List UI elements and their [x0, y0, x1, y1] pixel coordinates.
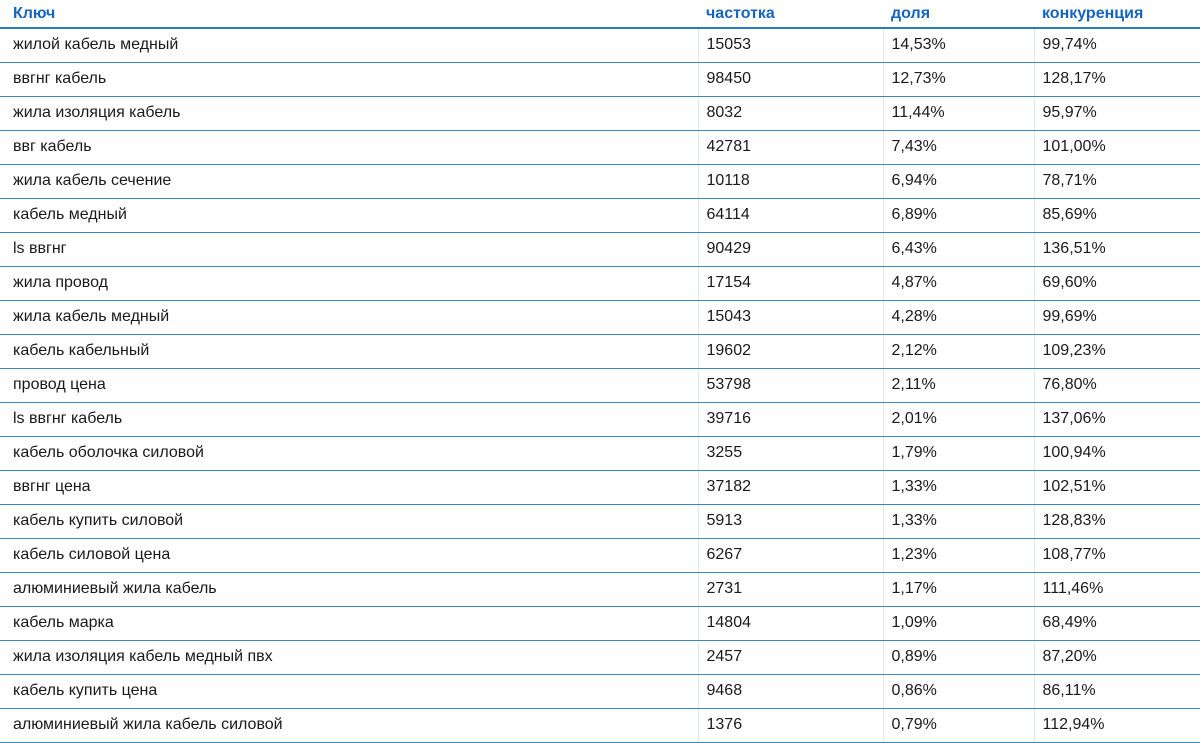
cell-share: 1,17% [883, 572, 1034, 606]
cell-share: 4,87% [883, 266, 1034, 300]
cell-competition: 112,94% [1034, 708, 1200, 742]
cell-share: 0,86% [883, 674, 1034, 708]
cell-frequency: 64114 [698, 198, 883, 232]
cell-key: ls ввгнг [0, 232, 698, 266]
cell-competition: 76,80% [1034, 368, 1200, 402]
header-row [0, 0, 1200, 28]
column-header-frequency[interactable]: частотка [698, 0, 883, 28]
cell-frequency: 2457 [698, 640, 883, 674]
cell-share: 2,12% [883, 334, 1034, 368]
cell-frequency: 9468 [698, 674, 883, 708]
column-header-key[interactable]: Ключ [0, 0, 698, 28]
cell-share: 11,44% [883, 96, 1034, 130]
cell-competition: 128,17% [1034, 62, 1200, 96]
cell-share: 12,73% [883, 62, 1034, 96]
table-row [0, 572, 1200, 606]
cell-frequency: 53798 [698, 368, 883, 402]
cell-frequency: 6267 [698, 538, 883, 572]
cell-share: 6,94% [883, 164, 1034, 198]
cell-share: 1,79% [883, 436, 1034, 470]
cell-frequency: 8032 [698, 96, 883, 130]
cell-frequency: 15053 [698, 28, 883, 62]
column-header-share[interactable]: доля [883, 0, 1034, 28]
cell-key: кабель купить силовой [0, 504, 698, 538]
cell-frequency: 90429 [698, 232, 883, 266]
table-row [0, 504, 1200, 538]
table-row [0, 164, 1200, 198]
cell-key: жила изоляция кабель медный пвх [0, 640, 698, 674]
cell-key: жила кабель сечение [0, 164, 698, 198]
cell-share: 0,79% [883, 708, 1034, 742]
cell-frequency: 37182 [698, 470, 883, 504]
cell-key: кабель купить цена [0, 674, 698, 708]
cell-share: 0,89% [883, 640, 1034, 674]
cell-frequency: 2731 [698, 572, 883, 606]
cell-key: ввг кабель [0, 130, 698, 164]
cell-competition: 85,69% [1034, 198, 1200, 232]
cell-key: провод цена [0, 368, 698, 402]
cell-frequency: 39716 [698, 402, 883, 436]
column-header-competition[interactable]: конкуренция [1034, 0, 1200, 28]
cell-competition: 87,20% [1034, 640, 1200, 674]
table-row [0, 334, 1200, 368]
table-row [0, 470, 1200, 504]
cell-competition: 101,00% [1034, 130, 1200, 164]
table-row [0, 674, 1200, 708]
cell-share: 1,33% [883, 470, 1034, 504]
cell-key: кабель оболочка силовой [0, 436, 698, 470]
cell-share: 2,11% [883, 368, 1034, 402]
table-row [0, 708, 1200, 742]
cell-share: 1,33% [883, 504, 1034, 538]
cell-competition: 69,60% [1034, 266, 1200, 300]
table-row [0, 130, 1200, 164]
cell-share: 14,53% [883, 28, 1034, 62]
cell-key: ввгнг кабель [0, 62, 698, 96]
cell-share: 6,89% [883, 198, 1034, 232]
cell-key: ввгнг цена [0, 470, 698, 504]
cell-competition: 108,77% [1034, 538, 1200, 572]
cell-share: 7,43% [883, 130, 1034, 164]
cell-key: алюминиевый жила кабель силовой [0, 708, 698, 742]
cell-frequency: 1376 [698, 708, 883, 742]
table-row [0, 640, 1200, 674]
cell-key: жила изоляция кабель [0, 96, 698, 130]
cell-frequency: 10118 [698, 164, 883, 198]
cell-competition: 78,71% [1034, 164, 1200, 198]
cell-key: кабель медный [0, 198, 698, 232]
cell-competition: 136,51% [1034, 232, 1200, 266]
cell-key: кабель марка [0, 606, 698, 640]
table-row [0, 606, 1200, 640]
cell-competition: 95,97% [1034, 96, 1200, 130]
table-body [0, 28, 1200, 742]
cell-frequency: 98450 [698, 62, 883, 96]
cell-competition: 86,11% [1034, 674, 1200, 708]
cell-frequency: 3255 [698, 436, 883, 470]
cell-frequency: 14804 [698, 606, 883, 640]
cell-key: жилой кабель медный [0, 28, 698, 62]
cell-key: жила кабель медный [0, 300, 698, 334]
cell-competition: 128,83% [1034, 504, 1200, 538]
cell-competition: 137,06% [1034, 402, 1200, 436]
cell-share: 6,43% [883, 232, 1034, 266]
cell-competition: 109,23% [1034, 334, 1200, 368]
table-header [0, 0, 1200, 28]
cell-competition: 99,69% [1034, 300, 1200, 334]
cell-frequency: 15043 [698, 300, 883, 334]
cell-frequency: 42781 [698, 130, 883, 164]
table-row [0, 436, 1200, 470]
cell-competition: 102,51% [1034, 470, 1200, 504]
cell-key: кабель кабельный [0, 334, 698, 368]
cell-competition: 100,94% [1034, 436, 1200, 470]
cell-share: 2,01% [883, 402, 1034, 436]
table-row [0, 62, 1200, 96]
cell-competition: 68,49% [1034, 606, 1200, 640]
cell-key: алюминиевый жила кабель [0, 572, 698, 606]
table-row [0, 368, 1200, 402]
cell-key: ls ввгнг кабель [0, 402, 698, 436]
cell-share: 4,28% [883, 300, 1034, 334]
table-row [0, 300, 1200, 334]
cell-competition: 99,74% [1034, 28, 1200, 62]
table-row [0, 198, 1200, 232]
table-row [0, 402, 1200, 436]
table-row [0, 96, 1200, 130]
cell-key: жила провод [0, 266, 698, 300]
table-row [0, 538, 1200, 572]
table-row [0, 232, 1200, 266]
table-row [0, 266, 1200, 300]
cell-frequency: 19602 [698, 334, 883, 368]
cell-competition: 111,46% [1034, 572, 1200, 606]
cell-key: кабель силовой цена [0, 538, 698, 572]
cell-frequency: 17154 [698, 266, 883, 300]
cell-share: 1,23% [883, 538, 1034, 572]
cell-frequency: 5913 [698, 504, 883, 538]
table-row [0, 28, 1200, 62]
cell-share: 1,09% [883, 606, 1034, 640]
